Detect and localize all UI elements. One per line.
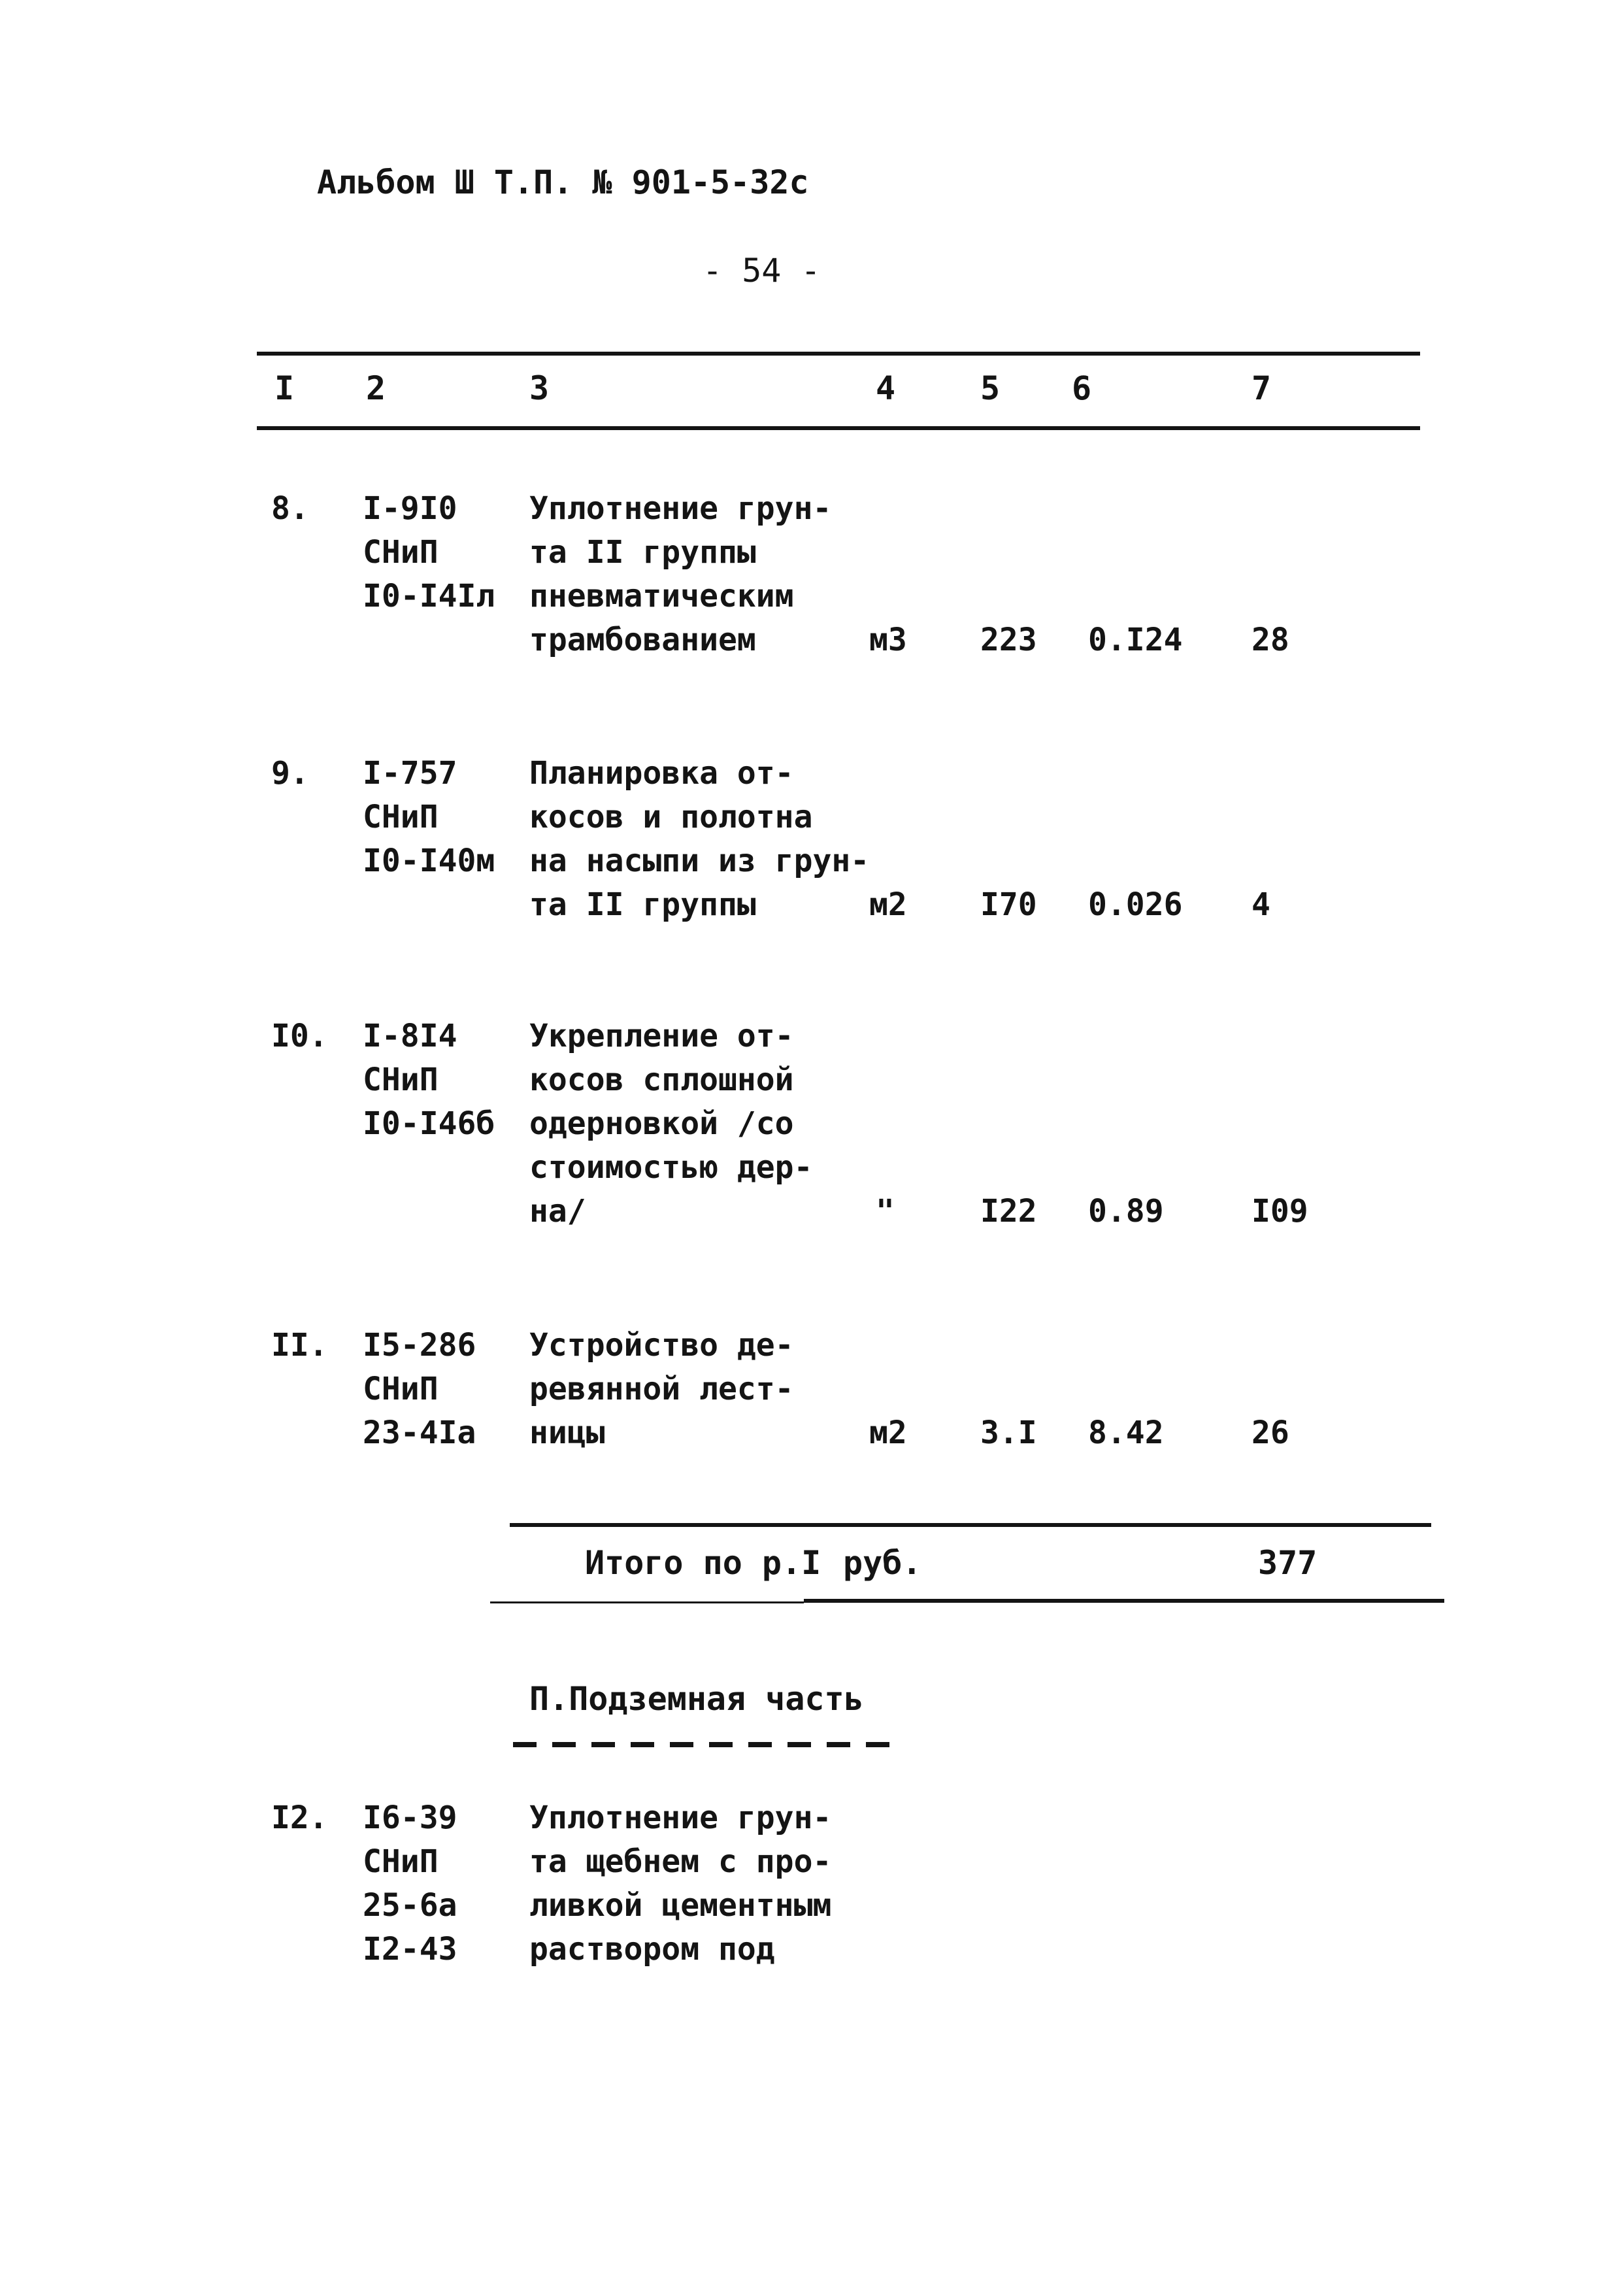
col-header-3: 3 [529, 369, 550, 407]
row-price: 0.89 [1088, 1193, 1164, 1230]
code-line: СНиП [363, 1371, 439, 1407]
row-quantity: 223 [980, 622, 1037, 658]
subtotal-value: 377 [1258, 1544, 1317, 1582]
col-header-6: 6 [1072, 369, 1092, 407]
row-number: I0. [271, 1018, 328, 1054]
desc-line: косов сплошной [529, 1062, 794, 1098]
code-line: 25-6а [363, 1887, 457, 1924]
row-quantity: 3.I [980, 1415, 1037, 1451]
desc-line: Уплотнение грун- [529, 490, 832, 527]
subtotal-bottom-rule-thin [490, 1601, 804, 1603]
row-code [363, 752, 495, 883]
row-number: 8. [271, 490, 309, 527]
col-header-5: 5 [980, 369, 1001, 407]
desc-line: та II группы [529, 886, 756, 923]
subtotal-unit: руб. [843, 1544, 922, 1582]
row-unit: " [876, 1193, 895, 1230]
row-description [529, 752, 869, 927]
code-line: I2-43 [363, 1931, 457, 1968]
album-header: Альбом Ш Т.П. № 901-5-32с [317, 163, 809, 201]
row-price: 0.026 [1088, 886, 1183, 923]
row-description [529, 487, 831, 662]
row-price: 8.42 [1088, 1415, 1164, 1451]
code-line: I-8I4 [363, 1018, 457, 1054]
code-line: I0-I4Iл [363, 578, 495, 614]
code-line: I0-I46б [363, 1105, 495, 1142]
section-underline [513, 1742, 889, 1747]
row-code [363, 1324, 476, 1455]
code-line: I5-286 [363, 1327, 476, 1364]
row-price: 0.I24 [1088, 622, 1183, 658]
code-line: I-757 [363, 755, 457, 792]
col-header-4: 4 [876, 369, 896, 407]
desc-line: на насыпи из грун- [529, 843, 870, 879]
code-line: I-9I0 [363, 490, 457, 527]
page-number: - 54 - [703, 252, 821, 290]
code-line: I0-I40м [363, 843, 495, 879]
desc-line: ницы [529, 1415, 605, 1451]
row-total: I09 [1251, 1193, 1308, 1230]
row-description [529, 1324, 794, 1455]
subtotal-label: Итого по р.I [585, 1544, 821, 1582]
row-quantity: I22 [980, 1193, 1037, 1230]
row-code [363, 1796, 457, 1971]
desc-line: одерновкой /со [529, 1105, 794, 1142]
row-number: 9. [271, 755, 309, 792]
desc-line: Устройство де- [529, 1327, 794, 1364]
col-header-7: 7 [1251, 369, 1272, 407]
desc-line: на/ [529, 1193, 586, 1230]
code-line: СНиП [363, 1843, 439, 1880]
row-number: I2. [271, 1800, 328, 1836]
desc-line: ревянной лест- [529, 1371, 794, 1407]
row-quantity: I70 [980, 886, 1037, 923]
desc-line: стоимостью дер- [529, 1149, 813, 1186]
subtotal-top-rule [510, 1523, 1431, 1527]
desc-line: Укрепление от- [529, 1018, 794, 1054]
row-unit: м3 [869, 622, 907, 658]
col-header-2: 2 [366, 369, 386, 407]
desc-line: раствором под [529, 1931, 775, 1968]
desc-line: ливкой цементным [529, 1887, 832, 1924]
code-line: СНиП [363, 1062, 439, 1098]
row-unit: м2 [869, 886, 907, 923]
table-top-rule [257, 352, 1420, 356]
desc-line: Планировка от- [529, 755, 794, 792]
desc-line: трамбованием [529, 622, 756, 658]
code-line: 23-4Iа [363, 1415, 476, 1451]
row-unit: м2 [869, 1415, 907, 1451]
row-description [529, 1796, 831, 1971]
col-header-1: I [274, 369, 295, 407]
code-line: СНиП [363, 799, 439, 835]
row-description [529, 1014, 812, 1233]
desc-line: та II группы [529, 534, 756, 571]
desc-line: та щебнем с про- [529, 1843, 832, 1880]
code-line: I6-39 [363, 1800, 457, 1836]
row-code [363, 1014, 495, 1146]
row-code [363, 487, 495, 618]
subtotal-bottom-rule [804, 1599, 1444, 1603]
desc-line: косов и полотна [529, 799, 813, 835]
code-line: СНиП [363, 534, 439, 571]
desc-line: пневматическим [529, 578, 794, 614]
desc-line: Уплотнение грун- [529, 1800, 832, 1836]
row-total: 26 [1251, 1415, 1289, 1451]
table-header-rule [257, 426, 1420, 430]
row-total: 28 [1251, 622, 1289, 658]
section-title: П.Подземная часть [529, 1680, 864, 1718]
row-number: II. [271, 1327, 328, 1364]
row-total: 4 [1251, 886, 1270, 923]
